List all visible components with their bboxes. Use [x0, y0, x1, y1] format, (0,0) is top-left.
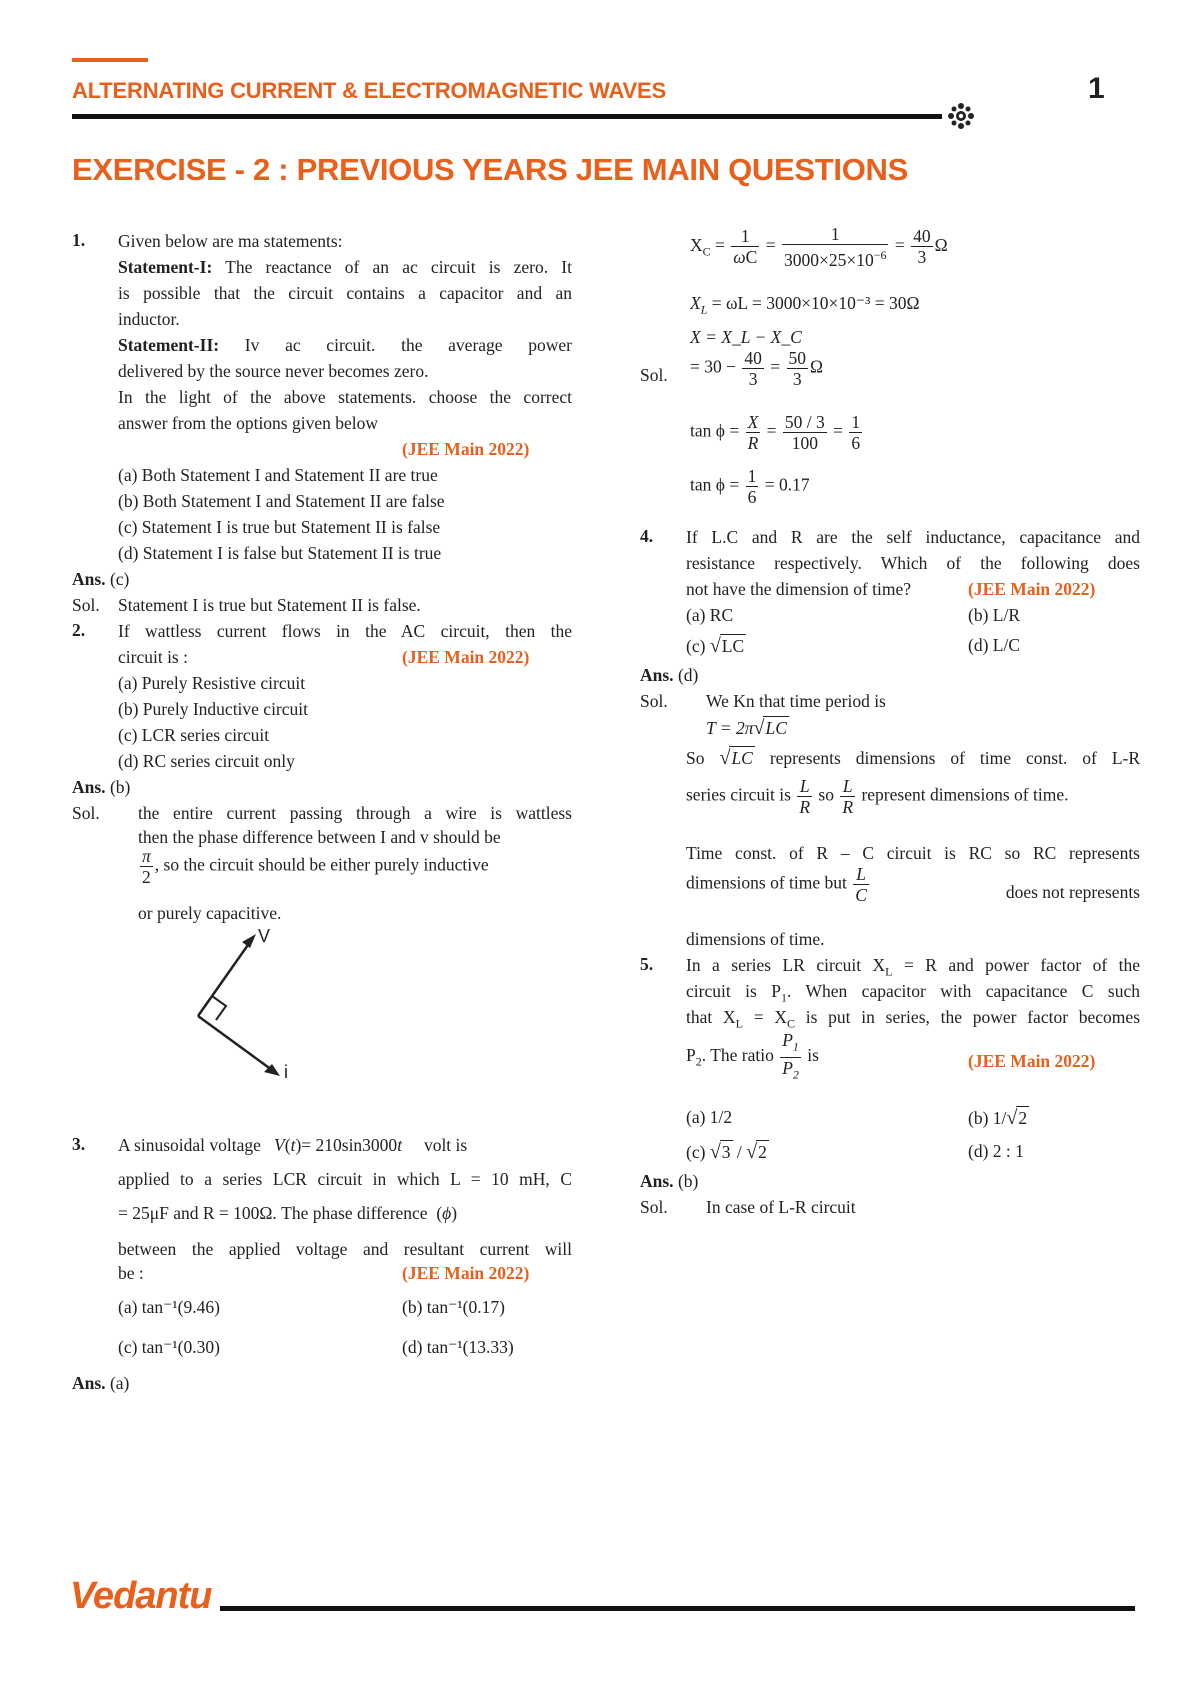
answer — [640, 1170, 698, 1192]
question-number: 5. — [640, 954, 654, 974]
question-number: 1. — [72, 230, 86, 250]
solution-period-formula: T = 2π√LC — [706, 717, 787, 739]
question-number: 3. — [72, 1134, 86, 1154]
option-d: (d) tan⁻¹(13.33) — [402, 1337, 514, 1357]
x-value: = 30 − $\frac{40}{3}$ = $\frac{50}{3}$ Ω — [690, 348, 824, 389]
q3-text-line2: applied to a series LCR circuit in which L = 10 mH, C — [118, 1169, 572, 1189]
solution-label: Sol. — [640, 1197, 668, 1217]
x-equation: X = X_L − X_C — [690, 327, 802, 347]
solution-label: Sol. — [640, 365, 668, 385]
statement-1-label: Statement-I: — [118, 257, 213, 277]
option-c: (c) LCR series circuit — [118, 725, 270, 745]
q3-text-line5: be : — [118, 1263, 144, 1283]
xl-equation: $X_L = \omega L = 3000\times 10\times 10^{-3} = 30\Omega$ — [690, 293, 920, 317]
option-d: (d) RC series circuit only — [118, 751, 295, 771]
option-a: (a) Purely Resistive circuit — [118, 673, 306, 693]
option-b: (b) 1/√2 — [968, 1107, 1028, 1129]
answer-value: (c) — [109, 569, 130, 589]
option-d: (d) 2 : 1 — [968, 1141, 1024, 1161]
answer-label: Ans. — [640, 1171, 674, 1191]
header-rule — [72, 114, 942, 119]
xc-equation: $X_C$ = $\frac{1}{\omega C}$ = $\frac{1}{3000\times 25\times 10^{-6}}$ = $\frac{40}{3}$ Ω — [690, 224, 948, 270]
solution-text-line3: So √LC represents dimensions of time const. of L-R — [686, 747, 1141, 769]
diagram-label-i: i — [284, 1062, 288, 1080]
answer-value: (a) — [109, 1373, 130, 1393]
q5-text: In a series LR circuit $X_L = R$ and power factor of the — [686, 955, 1141, 979]
answer — [640, 664, 698, 686]
q1-statement-1-line3: inductor. — [118, 309, 180, 329]
q1-statement-2 — [118, 334, 572, 356]
tan-phi-value: tan ϕ = $\frac{1}{6}$ = 0.17 — [690, 466, 810, 507]
answer — [72, 776, 130, 798]
q4-text-line2: resistance respectively. Which of the following does — [686, 553, 1140, 573]
option-b: (b) tan⁻¹(0.17) — [402, 1297, 505, 1317]
solution-label: Sol. — [72, 595, 100, 615]
header-accent-bar — [72, 58, 148, 62]
tan-phi-equation: tan ϕ = $\frac{X}{R}$ = $\frac{50 / 3}{100}$ = $\frac{1}{6}$ — [690, 412, 861, 453]
q3-text-line3: = 25μF and R = 100Ω. The phase difference (ϕ) — [118, 1203, 458, 1223]
solution-pi-over-2: $\frac{\pi}{2}$ , so the circuit should be either purely inductive — [142, 846, 489, 887]
diagram-label-v: V — [258, 926, 271, 946]
q1-instruction: In the light of the above statements. choose the correct — [118, 387, 572, 407]
q5-text-line3: that $X_L = X_C$ is put in series, the power factor becomes — [686, 1007, 1141, 1031]
solution-label: Sol. — [640, 691, 668, 711]
statement-1-text: The reactance of an ac circuit is zero. It — [225, 257, 573, 277]
q4-text: If L.C and R are the self inductance, capacitance and — [686, 527, 1140, 547]
answer — [72, 1372, 129, 1394]
option-c: (c) tan⁻¹(0.30) — [118, 1337, 220, 1357]
q3-text: A sinusoidal voltage V(t)= 210sin3000t volt is — [118, 1135, 468, 1155]
solution-text: Statement I is true but Statement II is false. — [118, 595, 421, 615]
ornament-icon — [946, 101, 976, 131]
statement-2-label: Statement-II: — [118, 335, 220, 355]
answer-label: Ans. — [640, 665, 674, 685]
q2-text-line2: circuit is : — [118, 647, 188, 667]
q1-instruction-line2: answer from the options given below — [118, 413, 379, 433]
option-a: (a) Both Statement I and Statement II are true — [118, 465, 438, 485]
q1-statement-2-line2: delivered by the source never becomes zero. — [118, 361, 429, 381]
solution-text-line7: dimensions of time. — [686, 929, 825, 949]
solution-text-line2: then the phase difference between I and v should be — [138, 827, 501, 847]
exam-tag: (JEE Main 2022) — [402, 1263, 530, 1283]
solution-text-line6: dimensions of time but $\frac{L}{C}$ does not represents — [686, 864, 1140, 905]
footer-rule — [220, 1606, 1135, 1611]
answer-value: (d) — [677, 665, 699, 685]
phasor-diagram — [132, 920, 332, 1080]
answer — [72, 568, 129, 590]
q5-text-line4: $P_2$. The ratio $\frac{P_1}{P_2}$ is — [686, 1030, 819, 1081]
answer-value: (b) — [109, 777, 131, 797]
option-c: (c) √3 / √2 — [686, 1141, 767, 1163]
exam-tag: (JEE Main 2022) — [968, 579, 1096, 599]
chapter-title: ALTERNATING CURRENT & ELECTROMAGNETIC WAVES — [72, 78, 666, 103]
option-d: (d) L/C — [968, 635, 1021, 655]
q3-text-line4: between the applied voltage and resultant current will — [118, 1239, 572, 1259]
answer-value: (b) — [677, 1171, 699, 1191]
question-number: 2. — [72, 620, 86, 640]
solution-text-line4: series circuit is $\frac{L}{R}$ so $\frac{L}{R}$ represent dimensions of time. — [686, 776, 1069, 817]
solution-text: In case of L-R circuit — [706, 1197, 856, 1217]
solution-label: Sol. — [72, 803, 100, 823]
option-b: (b) L/R — [968, 605, 1021, 625]
answer-label: Ans. — [72, 777, 106, 797]
vedantu-logo: Vedantu — [70, 1575, 212, 1617]
option-b: (b) Purely Inductive circuit — [118, 699, 309, 719]
answer-label: Ans. — [72, 1373, 106, 1393]
solution-text-line5: Time const. of R – C circuit is RC so RC represents — [686, 843, 1140, 863]
question-number: 4. — [640, 526, 654, 546]
q1-statement-1-line2: is possible that the circuit contains a capacitor and an — [118, 283, 572, 303]
option-c: (c) Statement I is true but Statement II is false — [118, 517, 441, 537]
exam-tag: (JEE Main 2022) — [968, 1051, 1096, 1071]
option-a: (a) RC — [686, 605, 734, 625]
option-a: (a) tan⁻¹(9.46) — [118, 1297, 220, 1317]
option-b: (b) Both Statement I and Statement II are false — [118, 491, 445, 511]
solution-text: We Kn that time period is — [706, 691, 886, 711]
q4-text-line3: not have the dimension of time? — [686, 579, 912, 599]
exam-tag: (JEE Main 2022) — [402, 647, 530, 667]
q1-statement-1 — [118, 256, 572, 278]
statement-2-text: Iv ac circuit. the average power — [244, 335, 572, 355]
q2-text: If wattless current flows in the AC circuit, then the — [118, 621, 572, 641]
option-d: (d) Statement I is false but Statement II is true — [118, 543, 442, 563]
solution-text: the entire current passing through a wire is wattless — [138, 803, 572, 823]
answer-label: Ans. — [72, 569, 106, 589]
q5-text-line2: circuit is $P_1$. When capacitor with capacitance C such — [686, 981, 1140, 1005]
q1-intro: Given below are ma statements: — [118, 231, 343, 251]
option-c: (c) √LC — [686, 635, 745, 657]
exercise-title: EXERCISE - 2 : PREVIOUS YEARS JEE MAIN QUESTIONS — [72, 152, 908, 187]
solution-text-line4: or purely capacitive. — [138, 903, 282, 923]
page-number: 1 — [1088, 72, 1105, 105]
exam-tag: (JEE Main 2022) — [402, 439, 530, 459]
option-a: (a) 1/2 — [686, 1107, 733, 1127]
